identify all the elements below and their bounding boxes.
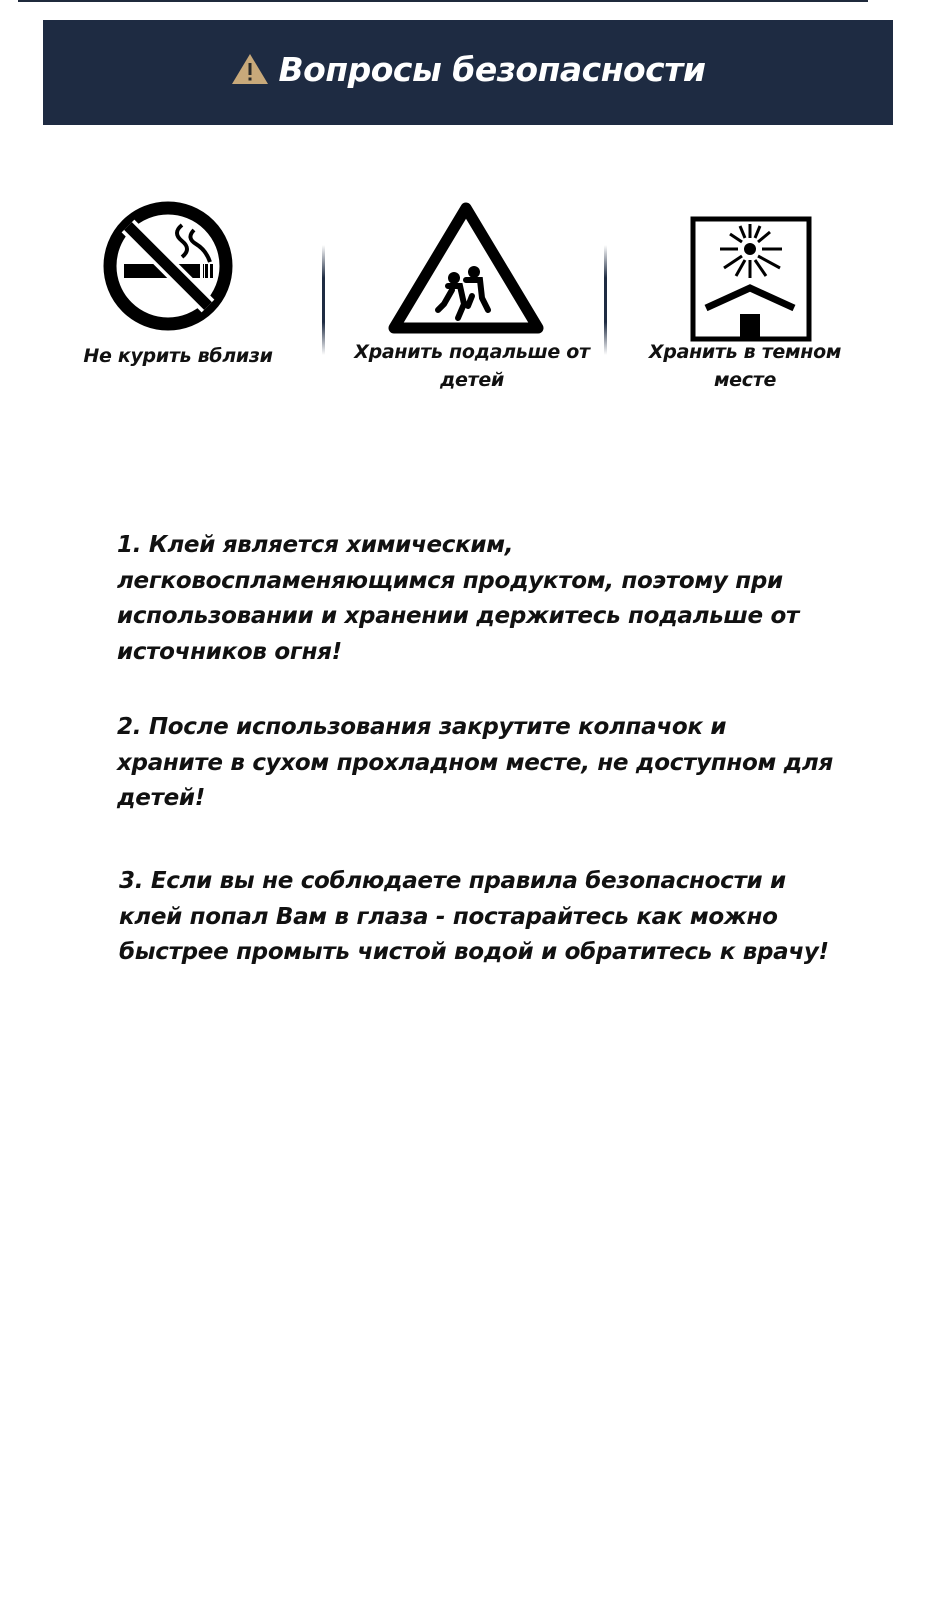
divider [322,245,325,355]
no-smoking-icon [102,200,234,332]
safety-rule-2: 2. После использования закрутите колпачок и храните в сухом прохладном месте, не доступном для детей! [117,714,833,811]
safety-rule-3: 3. Если вы не соблюдаете правила безопасности и клей попал Вам в глаза - постарайтесь как можно быстрее промыть чистой водой и обратитесь к врачу! [119,868,829,965]
section-title-text: Вопросы безопасности [278,50,706,89]
safety-rule-1: 1. Клей является химическим, легковоспламеняющимся продуктом, поэтому при использовании и хранении держитесь подальше от источников огня! [117,532,800,665]
section-header [43,20,893,125]
section-title [43,50,893,89]
keep-in-dark-icon [690,216,812,342]
warning-icon [231,53,269,85]
sign-label-dark: Хранить в темном месте [648,341,842,391]
sign-label-children: Хранить подальше от детей [354,341,590,391]
divider [604,245,607,355]
sign-label-no-smoking: Не курить вблизи [83,345,273,367]
keep-away-from-children-icon [388,200,544,336]
top-divider [18,0,868,2]
